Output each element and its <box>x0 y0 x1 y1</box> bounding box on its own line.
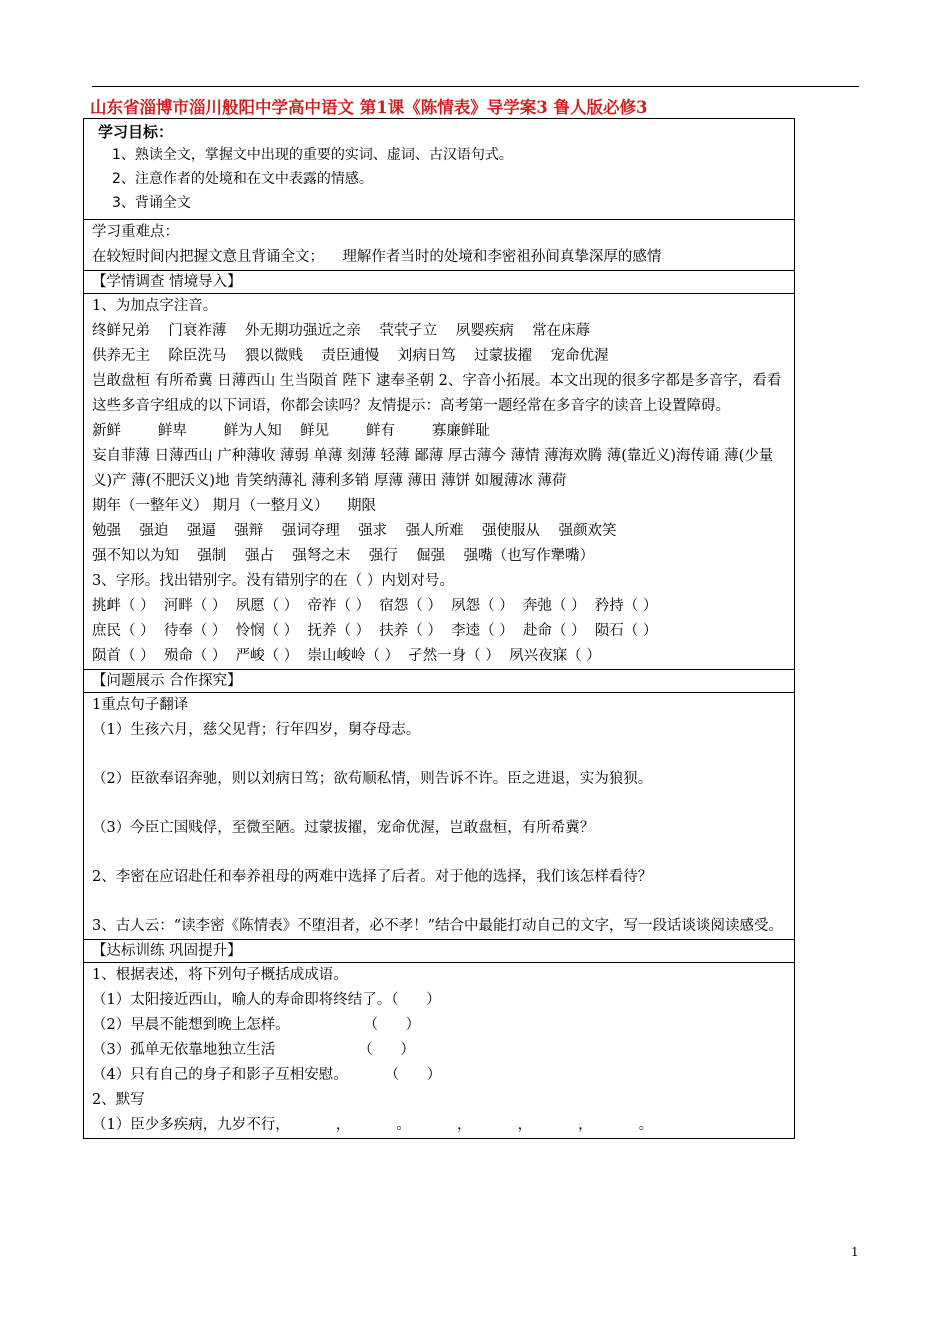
question-line: （1）生孩六月，慈父见背；行年四岁，舅夺母志。 <box>92 722 421 738</box>
answer-space <box>92 743 786 767</box>
document-title: 山东省淄博市淄川般阳中学高中语文 第1课《陈情表》导学案3 鲁人版必修3 <box>90 98 648 117</box>
question-line: （3）今臣亡国贱俘，至微至陋。过蒙拔擢，宠命优渥，岂敢盘桓，有所希冀？ <box>92 820 595 836</box>
practice-line: （3）孤单无依靠地独立生活 （ ） <box>92 1042 415 1058</box>
goals-title: 学习目标： <box>98 123 174 141</box>
answer-space <box>92 841 786 865</box>
page-number: 1 <box>851 1245 859 1259</box>
survey-heading: 【学情调查 情境导入】 <box>92 274 242 290</box>
explore-heading: 【问题展示 合作探究】 <box>92 673 242 689</box>
survey-line: 庶民（ ） 待奉（ ） 怜悯（ ） 抚养（ ） 扶养（ ） 李逵（ ） 赴命（ ） 陨石（ ） <box>92 623 658 639</box>
survey-heading-row <box>84 271 794 294</box>
goal-item: 2、注意作者的处境和在文中表露的情感。 <box>112 171 373 187</box>
survey-line: 强不知以为知 强制 强占 强弩之末 强行 倔强 强嘴（也写作犟嘴） <box>92 548 595 564</box>
survey-line: 3、字形。找出错别字。没有错别字的在（ ）内划对号。 <box>92 573 454 589</box>
goal-item: 3、背诵全文 <box>112 195 191 211</box>
practice-line: （1）臣少多疾病，九岁不行， ， 。 ， ， ， 。 <box>92 1117 654 1133</box>
survey-line: 期年（一整年义） 期月（一整月义） 期限 <box>92 498 377 514</box>
explore-heading-row <box>84 670 794 693</box>
survey-line: 挑衅（ ） 河畔（ ） 夙愿（ ） 帝祚（ ） 宿怨（ ） 夙怨（ ） 奔弛（ ） 矜持（ ） <box>92 598 658 614</box>
practice-heading-row <box>84 940 794 963</box>
learning-goals-section <box>84 119 794 220</box>
survey-line: 终鲜兄弟 门衰祚薄 外无期功强近之亲 茕茕孑立 夙婴疾病 常在床蓐 <box>92 323 591 339</box>
survey-line: 陨首（ ） 殒命（ ） 严峻（ ） 崇山峻岭（ ） 孑然一身（ ） 夙兴夜寐（ ） <box>92 648 601 664</box>
difficulty-text: 在较短时间内把握文意且背诵全文； 理解作者当时的处境和李密祖孙间真挚深厚的感情 <box>92 249 662 265</box>
survey-line: 新鲜 鲜卑 鲜为人知 鲜见 鲜有 寡廉鲜耻 <box>92 423 490 439</box>
practice-line: （1）太阳接近西山，喻人的寿命即将终结了。（ ） <box>92 992 441 1008</box>
header-rule <box>92 86 859 87</box>
survey-line: 1、为加点字注音。 <box>92 298 218 314</box>
question-line: 2、李密在应诏赴任和奉养祖母的两难中选择了后者。对于他的选择，我们该怎样看待？ <box>92 869 653 885</box>
answer-space <box>92 792 786 816</box>
goal-item: 1、熟读全文，掌握文中出现的重要的实词、虚词、古汉语句式。 <box>112 147 513 163</box>
practice-line: （2）早晨不能想到晚上怎样。 （ ） <box>92 1017 421 1033</box>
question-line: 3、古人云：“读李密《陈情表》不堕泪者，必不孝！”结合中最能打动自己的文字，写一段话谈谈阅读感受。 <box>92 918 784 934</box>
answer-space <box>92 890 786 914</box>
survey-line: 岂敢盘桓 有所希冀 日薄西山 生当陨首 陛下 逮奉圣朝 2、字音小拓展。本文出现的很多字都是多音字，看看这些多音字组成的以下词语，你都会读吗？友情提示：高考第一题经常在多音字的读音上设置障碍。 <box>92 373 782 414</box>
explore-title: 1重点句子翻译 <box>92 697 189 713</box>
worksheet-table <box>83 118 795 1139</box>
practice-heading: 【达标训练 巩固提升】 <box>92 943 242 959</box>
survey-line: 供养无主 除臣洗马 猥以微贱 责臣逋慢 刘病日笃 过蒙拔擢 宠命优渥 <box>92 348 609 364</box>
practice-line: 1、根据表述，将下列句子概括成成语。 <box>92 967 348 983</box>
survey-section <box>84 294 794 670</box>
explore-section <box>84 693 794 940</box>
question-line: （2）臣欲奉诏奔驰，则以刘病日笃；欲苟顺私情，则告诉不许。臣之进退，实为狼狈。 <box>92 771 653 787</box>
difficulty-section <box>84 220 794 271</box>
practice-line: （4）只有自己的身子和影子互相安慰。 （ ） <box>92 1067 442 1083</box>
survey-line: 勉强 强迫 强逼 强辩 强词夺理 强求 强人所难 强使服从 强颜欢笑 <box>92 523 617 539</box>
practice-section <box>84 963 794 1138</box>
practice-line: 2、默写 <box>92 1092 145 1108</box>
difficulty-label: 学习重难点： <box>92 224 179 240</box>
survey-line: 妄自菲薄 日薄西山 广种薄收 薄弱 单薄 刻薄 轻薄 鄙薄 厚古薄今 薄情 薄海欢腾 薄(靠近义)海传诵 薄(少量义)产 薄(不肥沃义)地 肯笑纳薄礼 薄利多销 厚薄 薄田 薄饼 如履薄冰 薄荷 <box>92 448 774 489</box>
